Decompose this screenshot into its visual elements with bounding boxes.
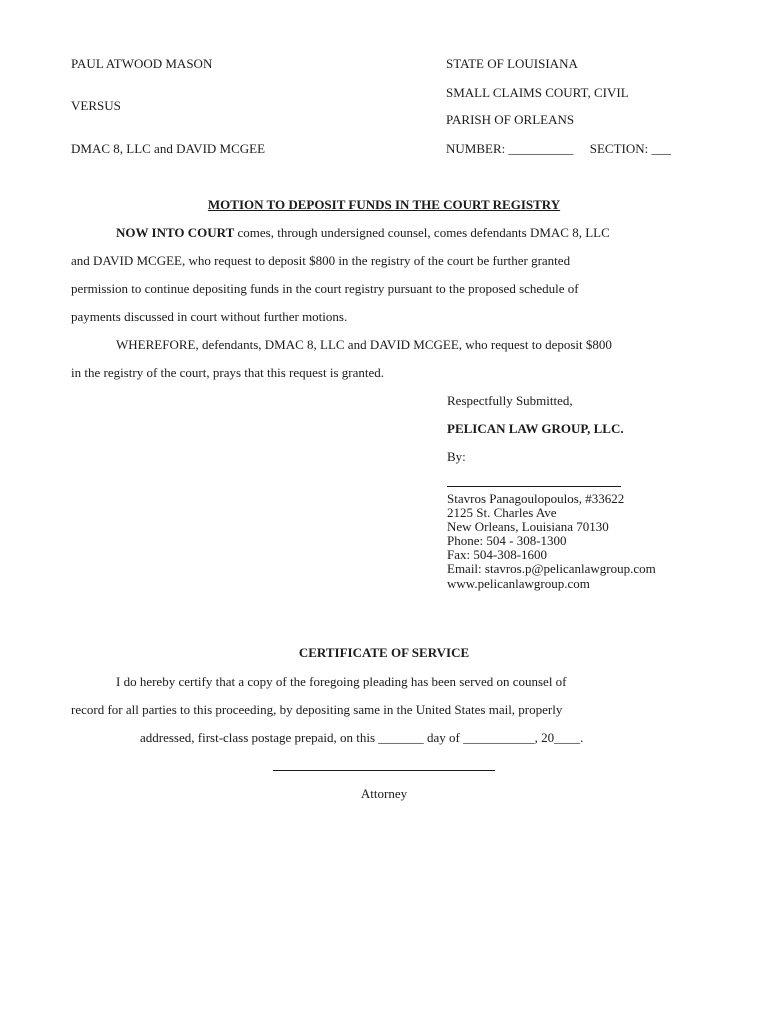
signature-line — [447, 486, 621, 487]
motion-paragraph-2-line-1: WHEREFORE, defendants, DMAC 8, LLC and DAVID MCGEE, who request to deposit $800 — [116, 337, 612, 352]
parish-label: PARISH OF ORLEANS — [446, 112, 575, 127]
motion-paragraph-2-line-2: in the registry of the court, prays that this request is granted. — [71, 365, 385, 380]
firm-name: PELICAN LAW GROUP, LLC. — [447, 421, 624, 436]
motion-title: MOTION TO DEPOSIT FUNDS IN THE COURT REGISTRY — [207, 197, 561, 212]
now-into-court-lead: NOW INTO COURT — [116, 225, 235, 240]
certificate-title: CERTIFICATE OF SERVICE — [298, 645, 470, 660]
attorney-label: Attorney — [360, 786, 408, 801]
court-label: SMALL CLAIMS COURT, CIVIL — [446, 85, 629, 100]
defendants-name: DMAC 8, LLC and DAVID MCGEE — [71, 141, 266, 156]
motion-paragraph-1-line-4: payments discussed in court without further motions. — [71, 309, 348, 324]
website-url: www.pelicanlawgroup.com — [447, 576, 590, 591]
attorney-name: Stavros Panagoulopoulos, #33622 — [447, 491, 625, 506]
email-address: Email: stavros.p@pelicanlawgroup.com — [447, 561, 656, 576]
versus-label: VERSUS — [71, 98, 121, 113]
state-label: STATE OF LOUISIANA — [446, 56, 578, 71]
motion-line-1-text: comes, through undersigned counsel, comes defendants DMAC 8, LLC — [234, 225, 610, 240]
attorney-signature-line — [273, 770, 495, 771]
by-label: By: — [447, 449, 466, 464]
address-line-2: New Orleans, Louisiana 70130 — [447, 519, 609, 534]
respectfully-submitted: Respectfully Submitted, — [447, 393, 573, 408]
fax-number: Fax: 504-308-1600 — [447, 547, 548, 562]
motion-paragraph-1-line-1 — [116, 225, 610, 241]
address-line-1: 2125 St. Charles Ave — [447, 505, 557, 520]
number-section-label: NUMBER: __________ SECTION: ___ — [446, 141, 671, 156]
certificate-line-2: record for all parties to this proceeding, by depositing same in the United States mail, properly — [71, 702, 563, 717]
motion-paragraph-1-line-3: permission to continue depositing funds in the court registry pursuant to the proposed schedule of — [71, 281, 579, 296]
plaintiff-name: PAUL ATWOOD MASON — [71, 56, 213, 71]
certificate-line-1: I do hereby certify that a copy of the foregoing pleading has been served on counsel of — [116, 674, 567, 689]
motion-paragraph-1-line-2: and DAVID MCGEE, who request to deposit $800 in the registry of the court be further granted — [71, 253, 571, 268]
phone-number: Phone: 504 - 308-1300 — [447, 533, 567, 548]
certificate-line-3: addressed, first-class postage prepaid, on this _______ day of ___________, 20____. — [140, 730, 584, 745]
